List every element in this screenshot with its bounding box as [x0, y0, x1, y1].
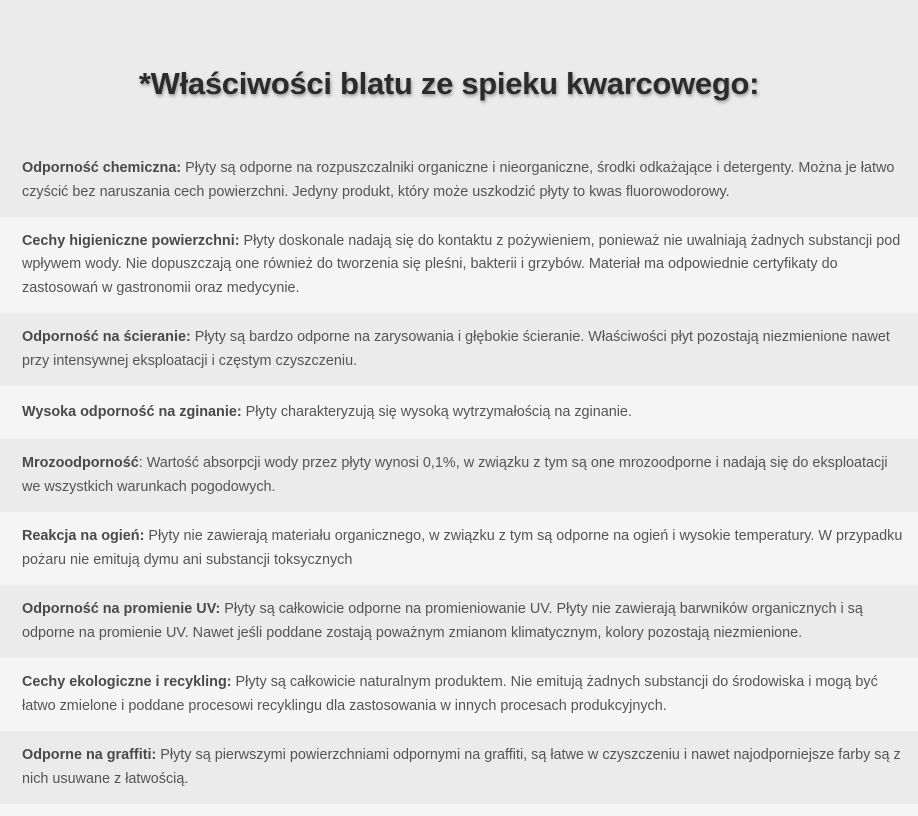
property-paragraph: [22, 598, 906, 645]
property-label: Odporność na promienie UV:: [22, 601, 221, 617]
property-text: Płyty są całkowicie naturalnym produktem. Nie emitują żadnych substancji do środowiska i mogą być łatwo zmielone i poddane procesowi recyklingu dla zastosowania w innych procesach produkcyjnych.: [22, 674, 878, 714]
property-label: Mrozoodporność: [22, 455, 139, 471]
property-text: Płyty są odporne na rozpuszczalniki organiczne i nieorganiczne, środki odkażające i detergenty. Można je łatwo czyścić bez naruszania cech powierzchni. Jedyny produkt, który może uszkodzić płyty to kwas fluorowodorowy.: [22, 160, 895, 200]
property-label: Odporność na ścieranie:: [22, 329, 191, 345]
property-row-bending-strength: [0, 386, 918, 439]
property-row-fire-reaction: [0, 512, 918, 585]
property-paragraph: [22, 157, 906, 204]
property-paragraph: [22, 230, 906, 301]
property-label: Cechy ekologiczne i recykling:: [22, 674, 232, 690]
property-text: Płyty są bardzo odporne na zarysowania i głębokie ścieranie. Właściwości płyt pozostają niezmienione nawet przy intensywnej eksploatacji i częstym czyszczeniu.: [22, 329, 890, 369]
property-paragraph: [22, 525, 906, 572]
property-paragraph: [22, 744, 906, 791]
property-text: Płyty nie zawierają materiału organicznego, w związku z tym są odporne na ogień i wysokie temperatury. W przypadku pożaru nie emitują dymu ani substancji toksycznych: [22, 528, 903, 568]
property-text: Płyty są pierwszymi powierzchniami odpornymi na graffiti, są łatwe w czyszczeniu i nawet najodporniejsze farby są z nich usuwane z łatwością.: [22, 747, 901, 787]
property-row-ecology-recycling: [0, 658, 918, 731]
property-row-frost-resistance: [0, 439, 918, 512]
property-paragraph: [22, 401, 632, 425]
page-title: *Właściwości blatu ze spieku kwarcowego:: [138, 66, 760, 101]
property-label: Odporne na graffiti:: [22, 747, 157, 763]
title-section: [0, 0, 918, 144]
property-row-hygiene: [0, 217, 918, 313]
property-label: Wysoka odporność na zginanie:: [22, 403, 242, 420]
property-paragraph: [22, 326, 906, 373]
property-label: Reakcja na ogień:: [22, 528, 145, 544]
property-text: : Wartość absorpcji wody przez płyty wynosi 0,1%, w związku z tym są one mrozoodporne i nadają się do eksploatacji we wszystkich warunkach pogodowych.: [22, 455, 888, 495]
property-label: Odporność chemiczna:: [22, 160, 182, 176]
property-row-abrasion-resistance: [0, 313, 918, 386]
property-text: Płyty są całkowicie odporne na promieniowanie UV. Płyty nie zawierają barwników organicznych i są odporne na promienie UV. Nawet jeśli poddane zostają poważnym zmianom klimatycznym, kolory pozostają niezmienione.: [22, 601, 863, 641]
property-text: Płyty doskonale nadają się do kontaktu z pożywieniem, ponieważ nie uwalniają żadnych substancji pod wpływem wody. Nie dopuszczają one również do tworzenia się pleśni, bakterii i grzybów. Materiał ma odpowiednie certyfikaty do zastosowań w gastronomii oraz medycynie.: [22, 232, 901, 296]
property-paragraph: [22, 452, 906, 499]
property-paragraph: [22, 671, 906, 718]
property-label: Cechy higieniczne powierzchni:: [22, 232, 240, 249]
property-row-chemical-resistance: [0, 144, 918, 217]
property-row-uv-resistance: [0, 585, 918, 658]
property-row-graffiti-resistance: [0, 731, 918, 804]
property-text: Płyty charakteryzują się wysoką wytrzymałością na zginanie.: [241, 403, 632, 420]
